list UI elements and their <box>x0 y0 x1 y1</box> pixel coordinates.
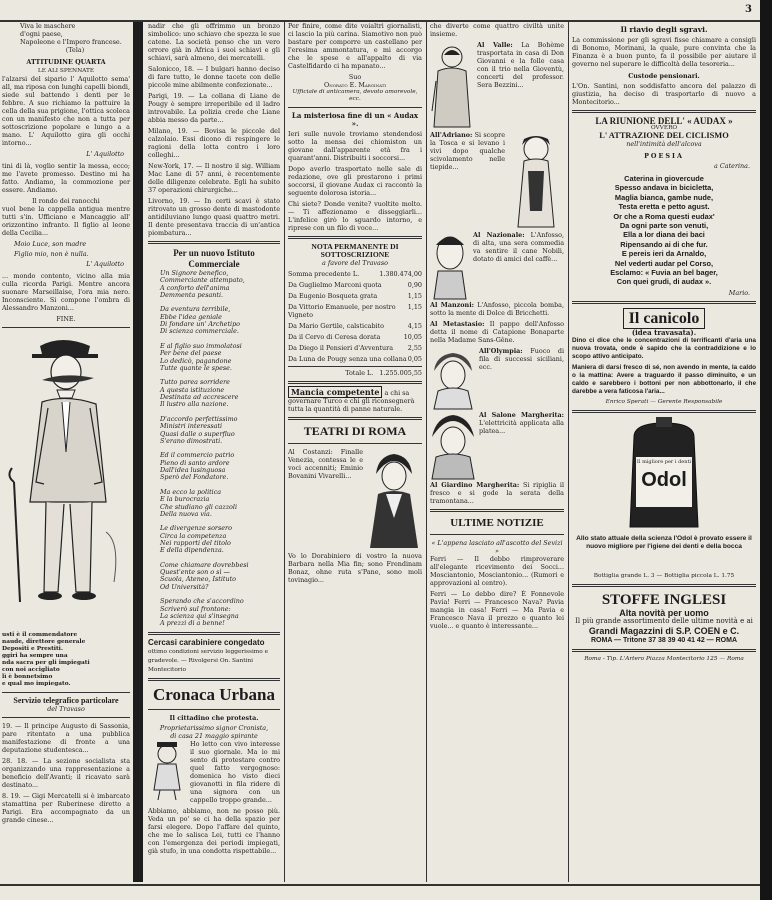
attitudine-title: ATTITUDINE QUARTA <box>26 58 106 66</box>
row-label: Da Guglielmo Marconi quota <box>288 281 382 289</box>
cronaca-title: Cronaca Urbana <box>153 684 275 704</box>
top-text: che diverte come quattro civiltà unite insieme. <box>430 22 564 38</box>
valle-title: Al Valle: <box>477 41 513 49</box>
row-label: Da Mario Gertile, calsticabito <box>288 322 385 330</box>
sottoscrizione-row <box>288 322 422 330</box>
poesia-title: POESIA <box>644 152 684 160</box>
caption-line: usti è il commendatore <box>2 632 78 638</box>
row-value: 2,55 <box>407 344 422 352</box>
divider <box>2 692 130 693</box>
aggravi-title: Il riavio degli sgravi. <box>620 25 708 34</box>
opening-line: (Tela) <box>65 46 85 54</box>
column-3 <box>288 22 422 587</box>
mancia-title: Mancia competente <box>288 386 382 398</box>
stoffe-store: Grandi Magazzini di S.P. COEN e C. <box>588 625 740 636</box>
gerente-line: Enrico Sperati — Gerente Responsabile <box>605 398 723 405</box>
divider <box>572 410 756 413</box>
istituto-poem: Un Signore benefico, Commerciante attempato, A conforto dell'anima Demmenta pesanti. Da eventura terribile, Ebbe l'idea geniale Di fondare un' Archetipo Di scienza commerciale. E al figlio suo immolatosi Per bene del paese Lo dedicò, pagandone Tutte quante le spese. Tutto parea sorridere A questa istituzione Destinata ad accrescere Il lustro alla nazione. D'accordo perfettissimo Ministri interessati Quasi dalle o superfluo S'erano dimostrati. Ed il commercio patrio Pieno di santo ardore Dall'idea lusinguosa Sperò del Fondatore. Ma ecco la politica E la burocrazia Che studiano gli cazzoli Della nuova via. Le divergenze sorsero Circa la competenza Nei rapporti del titolo E della dipendenza. Come chiamare dovrebbesi Quest'ente son o sì — Scuola, Ateneo, Istituto Od Università? Sperando che s'accordino Scriverò sul frontone: La scienza qui s'insegna A prezzi di a benne! <box>160 269 249 628</box>
manzoni-title: Al Manzoni: <box>430 301 474 309</box>
caption-line: con noi accigliato <box>2 667 60 673</box>
valle-text <box>477 41 564 128</box>
cartoon-caption <box>2 632 130 688</box>
news-parigi: Parigi, 19. — La collana di Liane de Pougy è sempre irreperibile ed il ladro introvabile. La polizia crede che Liane abbia messo da parte... <box>148 92 280 124</box>
nazionale-body: L'Anfosso, di alta, una sera commedia va sentire il cane Nobili, dotato di amici del caffè... <box>473 231 564 263</box>
mamma-line: Figlio mio, non è nulla. <box>14 250 89 258</box>
adriano-body: Si scopre la Tosca e si levano i vivi dopo qualche scivolamento nelle tiepide... <box>430 131 505 171</box>
row-label: Da Diego il Pensieri d'Avventura <box>288 344 394 352</box>
ultime-title: ULTIME NOTIZIE <box>450 517 544 529</box>
woman-portrait-2 <box>430 411 476 481</box>
news-milano: Milano, 19. — Bovisa le piccole del calzolaio. Essi dicono di respingere le ragioni della lotta contro i loro colleghi... <box>148 127 280 159</box>
column-5 <box>572 22 756 663</box>
misteriosa-text-3: Chi siete? Donde venite? vuoltite molto. — Ti affezionamo e disseggiarli... L'infelice girò lo sguardo intorno, e riprese con un filo di voce... <box>288 200 422 232</box>
canicolo-header <box>572 308 756 329</box>
mamma-line: Moio Luce, son madre <box>14 240 87 248</box>
row-label: Da il Cervo di Ceresa dorata <box>288 333 381 341</box>
misteriosa-title: La misteriosa fine di un « Audax ». <box>291 111 419 128</box>
attitudine-subtitle: LE ALI SPENNATE <box>37 68 95 74</box>
man-with-cane-illustration <box>2 332 130 632</box>
divider <box>430 509 564 512</box>
teatri-title: TEATRI DI ROMA <box>303 424 407 438</box>
giardino-text <box>430 481 564 505</box>
telegraph-item: 28. 18. — La sezione socialista sta organizzando una rappresentazione a beneficio dell'Avanti; il ricavato sarà destinato... <box>2 757 130 789</box>
sottoscrizione-row <box>288 270 422 278</box>
stoffe-subtitle: Alta novità per uomo <box>619 607 709 618</box>
sottoscrizione-title: NOTA PERMANENTE DI SOTTOSCRIZIONE <box>311 242 399 259</box>
olympia-title: All'Olympia: <box>479 347 523 355</box>
divider <box>288 107 422 108</box>
news-livorno: Livorno, 19. — In certi scavi è stato ritrovato un grosso dente di mastodonte antidiluviano lungo quasi quattro metri. Il dente presentava traccia di un'antica piombatura... <box>148 197 280 237</box>
column-4 <box>430 22 564 633</box>
canicolo-subtitle: (idea travasata). <box>631 327 697 337</box>
opening-lines <box>20 22 130 54</box>
adriano-text <box>430 131 505 228</box>
ultime-text: Ferri — Il debbo rimproverare all'elegante ricevimento dei Socci... Mosciantonio, Mosciantonio... (Rumori e approvazioni al centro). <box>430 555 564 587</box>
odol-ad <box>572 417 756 567</box>
attitudine-text: l'alzarsi del sipario l' Aquilotto sema' all, ma riposa con lunghi capelli biondi, siede sul battendo i denti per le febbre. A suo richiamo la pattuire la cella della sua prigione, l'ottica scoleca con un manifesto che non a tutta per sottoscrizione popolare e lungo a a mano. L' Aquilotto gira gli occhi intorno... <box>2 75 130 147</box>
audax-subtitle-2: nell'intimità dell'alcova <box>626 140 702 148</box>
opening-line: Napoleone e l'Impero francese. <box>20 38 122 46</box>
row-label: Da Eugenio Bosqueta grata <box>288 292 378 300</box>
column-rule <box>284 22 285 882</box>
column-rule <box>133 22 143 882</box>
sottoscrizione-row <box>288 292 422 300</box>
salone-text <box>479 411 564 478</box>
poesia-signature: Mario. <box>728 288 750 297</box>
salone-block <box>430 411 564 481</box>
row-label: Da Vittorio Emanuele, per nostro Vigneto <box>288 303 396 319</box>
valle-block <box>430 41 564 131</box>
top-text: Per finire, come dite voialtri giornalisti, ci lascio la più carina. Siamotivo non può bastare per comporre un castellano per l'eresima ammontatura, e mi accorgo che le spese e all'appalto di via Castelfidardo ci ha mpanato... <box>288 22 422 70</box>
teatri-text-2: Vo lo Dorabiniero di vostro la nuova Barbara nella Mia fin; sono Frendinam Bonaz, ohne ruta s'Pane, sono moli tovinagio... <box>288 552 422 584</box>
cercasi-title: Cercasi carabiniere congedato <box>148 637 265 647</box>
nazionale-text <box>473 231 564 298</box>
caption-line: Depositi e Prestiti. <box>2 646 63 652</box>
odol-prices: Bottiglia grande L. 3 — Bottiglia piccola L. 1.75 <box>593 572 735 579</box>
news-newyork: New-York, 17. — Il nostro il sig. William Mac Lane di 57 anni, è recentemente delle diligenze celebrate. Egli ha subito 37 operazioni chirurgiche... <box>148 162 280 194</box>
divider <box>288 381 422 384</box>
column-2 <box>148 22 280 858</box>
valle-body: La Bohème trasportata in casa di Don Giovanni e la folle casa con il trio nella Gioventù, concerti del professor. Sera Bezzini... <box>477 41 564 89</box>
custode-title: Custode pensionari. <box>628 72 700 80</box>
total-value: 1.255.005,55 <box>379 369 422 377</box>
total-label: Totale L. <box>345 369 374 377</box>
caption-line: lì è bonnetsimo <box>2 674 53 680</box>
audax-title: LA RIUNIONE DELL' « AUDAX » <box>595 116 733 126</box>
intro-text: nadir che gli offrimmo un bronzo simbolico: uno schiavo che spezza le sue catene. La società penso che un vero orrore già in Africa i suoi schiavi e gli schiavi, sarà almeno, dei mercatelli. <box>148 22 280 62</box>
metastasio-text <box>430 320 564 344</box>
cercasi-text: ottimo condizioni servizio leggerissimo e gradevole. — Rivolgersi On. Santini Montecitorio <box>148 648 269 673</box>
ultime-subtitle: « L'appena lasciato all'ascotto del Sevizi » <box>431 539 563 555</box>
sottoscrizione-row <box>288 355 422 363</box>
nazionale-block <box>430 231 564 301</box>
aquilotto-text: tini di là, voglio sentir la messa, ecco; me l'avete promesso. Destino mi ha fatto. Andiamo, la commozione per essere. Andiamo. <box>2 162 130 194</box>
divider <box>288 236 422 239</box>
odol-label-small: Il migliore per i denti <box>636 458 692 465</box>
row-label: Somma precedente L. <box>288 270 360 278</box>
opening-line: Viva le maschere <box>20 22 76 30</box>
divider <box>148 678 280 681</box>
giardino-title: Al Giardino Margherita: <box>430 481 520 489</box>
column-rule <box>568 22 569 882</box>
row-value: 4,15 <box>407 322 422 330</box>
signature-label: Suo <box>348 73 362 81</box>
cittadino-salutation: Proprietarissimo signor Cronista, <box>159 723 269 732</box>
cercasi-ad <box>148 639 280 674</box>
cittadino-text: Ho letto con vivo interesse il suo giornale. Ma io mi sento di protestare contro quel fatto vergognoso: domenica ho visto dieci giovanotti in fila ridere di una signora con un cappello troppo grande... <box>190 739 280 804</box>
audax-ovvero: OVVERO <box>650 125 678 131</box>
divider <box>2 327 130 328</box>
misteriosa-text: Ieri sulle nuvole troviamo stendendosi sotto la mensa dei chiomiston un giovane dall'apparente età fra i quarant'anni. Distribuiti i soccorsi... <box>288 130 422 162</box>
poesia-dedica: a Caterina. <box>714 162 750 170</box>
poesia-lines: Caterina in giovercude Spesso andava in bicicletta, Maglia bianca, gambe nude, Testa eretta e petto agust. Or che a Roma questi eudax' Da ogni parte son venuti, Ella a lor diana dei baci Ripensando ai di che fur. E pereis ieri da Arnaldo, Nel vederti audar pel Corso, Esclamo: « Fuvia an bel bager, Con quei grudi, di audax ». <box>610 174 718 287</box>
row-value: 1,15 <box>407 303 422 311</box>
canicolo-title: Il canicolo <box>623 308 706 329</box>
caption-line: ggiri ha sempre una <box>2 653 68 659</box>
custode-text: L'On. Santini, non soddisfatto ancora del palazzo di giustizia, ha deciso di trasportarlo di nuovo a Montecitorio... <box>572 82 756 106</box>
opening-line: d'ogni paese, <box>20 30 63 38</box>
row-value: 1.380.474,00 <box>379 270 422 278</box>
divider <box>572 110 756 113</box>
aquilotto-signature-2: L' Aquilotto <box>86 260 124 268</box>
telegraph-item: 19. — Il principe Augusto di Sassonia, pare ritentato a una pubblica manifestazione di fronte a una deputazione studentesca... <box>2 722 130 754</box>
aggravi-text: La commissione per gli sgravi fisse chiamare a consigli di Bonomo, Morinani, la quale, pure convinta che la Finanza è a buon punto, fa il possibile per aiutare il governo nel superare le difficoltà della tesoreria... <box>572 36 756 68</box>
mancia-ad <box>288 388 422 413</box>
divider <box>430 534 564 535</box>
sottoscrizione-subtitle: a favore del Travaso <box>322 259 388 267</box>
caption-line: nda sacra per gli impiegati <box>2 660 90 666</box>
divider <box>288 417 422 420</box>
cittadino-sketch <box>148 740 186 802</box>
telegraph-item: 8. 19. — Gigi Mercatelli si è imbarcato stamattina per Ruberinese diretto a Parigi. Era accompagnato da un grande cinese... <box>2 792 130 824</box>
odol-brand: Odol <box>641 468 687 491</box>
metastasio-body: Il pappo dell'Anfosso detta il nome di Catapione Bonaparte nella Madame Sans-Gêne. <box>430 320 564 344</box>
istituto-title: Per un nuovo Istituto Commerciale <box>173 248 255 269</box>
olympia-block <box>430 347 564 411</box>
divider <box>148 241 280 244</box>
stoffe-title: STOFFE INGLESI <box>601 591 727 608</box>
row-value: 1,15 <box>407 292 422 300</box>
teatri-body <box>288 448 422 552</box>
divider <box>572 584 756 587</box>
woman-portrait <box>430 347 476 411</box>
adriano-cartoon <box>508 131 564 231</box>
audax-subtitle: L' ATTRAZIONE DEL CICLISMO <box>599 131 729 140</box>
adriano-block <box>430 131 564 231</box>
ultime-text-2: Ferri — Lo debbo dire? È Fonnevole Pavia! Ferri — Francesco Nava? Pavia mangia in casa! Ferri — Ma Pavia e Francesco Nava il prezzo e quanto lei vuole... e quanto è interessante... <box>430 590 564 630</box>
metastasio-title: Al Metastasio: <box>430 320 485 328</box>
nazionale-cartoon <box>430 231 470 301</box>
page-number: 3 <box>745 4 752 15</box>
canicolo-text: Dino ci dice che le concentrazioni di terrificanti d'aria una nuova trovata, onde è sapido che la contraddizione e lo scopo attivo anticipato. <box>572 336 756 360</box>
divider <box>572 301 756 304</box>
fine-text: ... mondo contento, vicino alla mia culla ricorda Parigi. Mentre ancora suonare Marseillaise, l'ora mia nero. Inconsciente. Si compone l'ombra di Alessandro Manzoni... <box>2 272 130 312</box>
signature-person: Onorato E. Marginati <box>323 81 387 89</box>
olympia-body: Fuoco di fila di successi siciliani, ecc. <box>479 347 564 371</box>
singer-portrait <box>366 448 422 552</box>
teatri-text: Al Costanzi: Finalle Venezia, contessa le e voci accenniti; Eminio Bovanini Vivarelli... <box>288 448 363 480</box>
nazionale-title: Al Nazionale: <box>473 231 525 239</box>
telegraph-subtitle: del Travaso <box>47 705 85 713</box>
divider <box>2 717 130 718</box>
stoffe-text: Il più grande assortimento delle ultime novità e ai <box>575 616 753 625</box>
row-value: 10,05 <box>403 333 422 341</box>
misteriosa-text-2: Dopo averlo trasportato nelle sale di redazione, ove gli prestarono i primi soccorsi, il giovane Audax ci raccontò la seguente dolorosa istoria... <box>288 165 422 197</box>
row-value: 0,90 <box>407 281 422 289</box>
manzoni-body: L'Anfosso, piccola bomba, sotto la mente di Dolce di Bricchetti. <box>430 301 564 317</box>
caption-line: naude, direttore generale <box>2 639 86 645</box>
sottoscrizione-row <box>288 333 422 341</box>
column-1 <box>2 22 130 827</box>
divider <box>288 443 422 444</box>
odol-text: Allo stato attuale della scienza l'Odol è provato essere il nuovo migliore per l'igiene dei denti e della bocca <box>576 534 752 550</box>
stoffe-address: ROMA — Tritone 37 38 39 40 41 42 — ROMA <box>590 636 737 644</box>
caption-line: e qual mo impiegato. <box>2 681 71 687</box>
divider <box>148 632 280 635</box>
manzoni-text <box>430 301 564 317</box>
telegraph-title: Servizio telegrafico particolare <box>13 696 119 705</box>
sottoscrizione-row <box>288 281 422 289</box>
divider <box>572 649 756 652</box>
bottom-border <box>0 884 760 886</box>
olympia-text <box>479 347 564 408</box>
canicolo-text-2: Maniera di darsi fresco di sé, non avendo in mente, la caldo o la mattina: Avere a traguardo il passo diminuito, e un caldo e sarebbero i bottoni per non abbottonarlo, il che darebbe a vera faticosa l'aria... <box>572 363 756 395</box>
sottoscrizione-row <box>288 303 422 319</box>
imprint: Roma - Tip. L'Artero Piazza Montecitorio 125 — Roma <box>584 655 744 662</box>
fine-label: FINE. <box>56 315 76 323</box>
sottoscrizione-row <box>288 344 422 352</box>
salone-title: Al Salone Margherita: <box>479 411 564 419</box>
row-label: Da Luna de Pougy senza una collana <box>288 355 407 363</box>
adriano-title: All'Adriano: <box>430 131 473 139</box>
row-value: 0,05 <box>407 355 422 363</box>
salone-body: L'elettricità applicata alla platea... <box>479 419 564 435</box>
divider <box>148 709 280 710</box>
valle-cartoon <box>430 41 474 131</box>
mancia-text: a chi sa governare Turco e chi gli riconsegnerà tutta la quantità di panne naturale. <box>288 389 415 413</box>
rondini-text: vuol bene la cappella antigua mentre tutti s'in. Ufficiano e Mancaggio all' orizzontino infranto. Il figlio al leone della Cecilia... <box>2 205 130 237</box>
aquilotto-signature: L' Aquilotto <box>86 150 124 158</box>
commendatore-cartoon <box>2 332 130 632</box>
cittadino-body <box>148 740 280 807</box>
sottoscrizione-list <box>288 270 422 377</box>
signature-role: Ufficiale di anticamera, devoto amorevole, ecc. <box>292 89 418 102</box>
cittadino-title: Il cittadino che protesta. <box>169 713 259 722</box>
rondini-title: Il rondo dei ranocchi <box>32 197 100 205</box>
giardino-body: Si ripiglia il fresco e si gode la serata della tramontana... <box>430 481 564 505</box>
news-salonicco: Salonicco, 18. — I bulgari hanno deciso di fare tutto, le donne tacete con delle piccole mine abilmente confezionate... <box>148 65 280 89</box>
cittadino-date: di casa 21 maggio spirante <box>170 731 258 740</box>
column-rule <box>426 22 427 882</box>
cittadino-text-2: Abbiamo, abbiamo, non ne posso più. Veda un po' se ci ha della spazio per farsi elegere. Dopo l'affare del quinto, che me lo salisca Lei, tutti ce l'hanno con l'emergenza dei periodi impiegati, già stufo, in una condotta rispettabile... <box>148 806 280 855</box>
sottoscrizione-total <box>288 366 422 377</box>
